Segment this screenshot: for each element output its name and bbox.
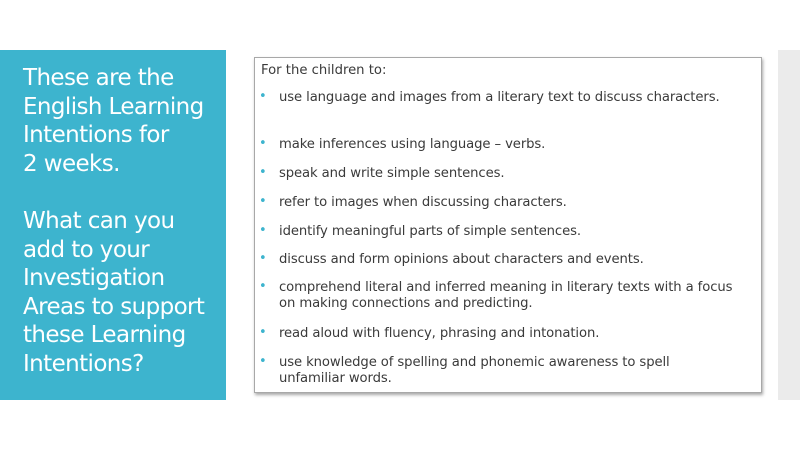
list-item-text: read aloud with fluency, phrasing and intonation. <box>279 326 600 341</box>
bullet-icon: • <box>259 325 267 340</box>
bullet-icon: • <box>259 251 267 266</box>
list-item-text: speak and write simple sentences. <box>279 166 505 181</box>
learning-intentions-box <box>254 57 762 393</box>
list-item-text: make inferences using language – verbs. <box>279 137 546 152</box>
side-heading: These are the English Learning Intentions for 2 weeks. What can you add to your Investigation Areas to support these Learning Intentions? <box>23 65 205 377</box>
bullet-icon: • <box>259 354 267 369</box>
list-item-text: discuss and form opinions about characters and events. <box>279 252 644 267</box>
bullet-icon: • <box>259 165 267 180</box>
right-strip <box>778 50 800 400</box>
list-item-text: identify meaningful parts of simple sentences. <box>279 224 581 239</box>
bullet-icon: • <box>259 279 267 294</box>
bullet-icon: • <box>259 223 267 238</box>
list-item-text: use language and images from a literary text to discuss characters. <box>279 90 720 105</box>
intro-text: For the children to: <box>261 63 387 78</box>
bullet-icon: • <box>259 89 267 104</box>
list-item-text: refer to images when discussing characters. <box>279 195 567 210</box>
bullet-icon: • <box>259 136 267 151</box>
list-item-text: use knowledge of spelling and phonemic awareness to spell unfamiliar words. <box>279 355 670 386</box>
bullet-icon: • <box>259 194 267 209</box>
list-item-text: comprehend literal and inferred meaning in literary texts with a focus on making connections and predicting. <box>279 280 733 311</box>
